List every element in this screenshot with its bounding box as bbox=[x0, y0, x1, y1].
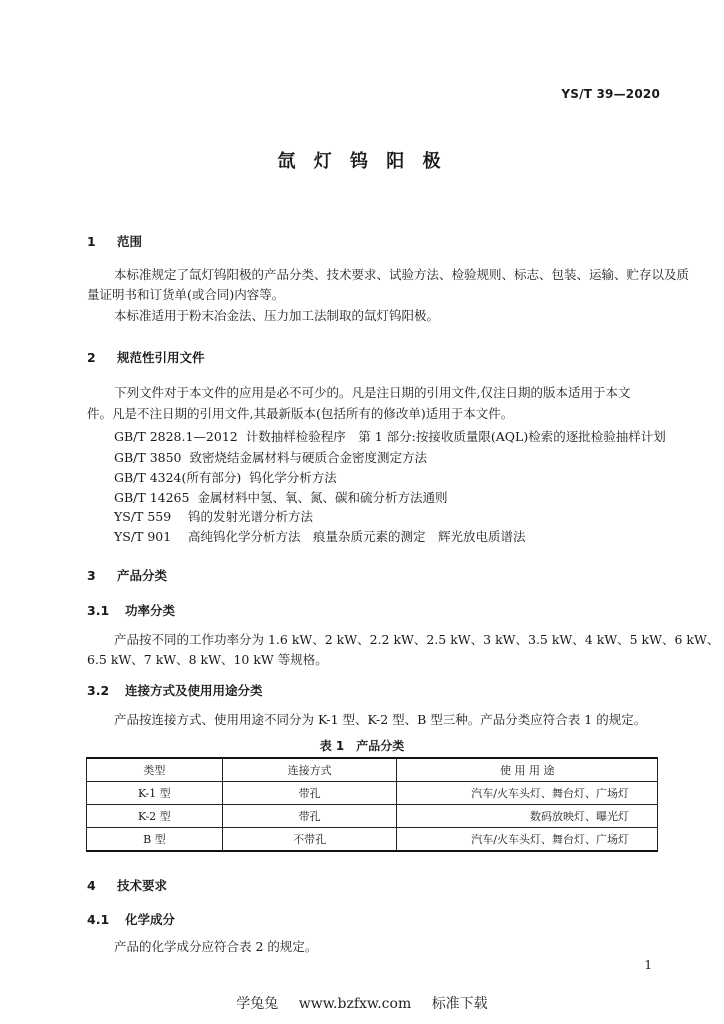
reference-item bbox=[114, 448, 427, 466]
cell-usage: 数码放映灯、曝光灯 bbox=[397, 805, 658, 828]
cell-type: K-1 型 bbox=[87, 782, 223, 805]
table-row bbox=[87, 805, 658, 828]
page-number: 1 bbox=[644, 958, 652, 972]
cell-usage: 汽车/火车头灯、舞台灯、广场灯 bbox=[397, 828, 658, 852]
cell-type: B 型 bbox=[87, 828, 223, 852]
section-1-para-2: 本标准适用于粉末冶金法、压力加工法制取的氙灯钨阳极。 bbox=[114, 308, 440, 323]
section-2-intro-line-1: 下列文件对于本文件的应用是必不可少的。凡是注日期的引用文件,仅注日期的版本适用于本文 bbox=[114, 385, 631, 400]
cell-connection: 不带孔 bbox=[222, 828, 397, 852]
reference-title: 钨的发射光谱分析方法 bbox=[188, 509, 314, 524]
document-title: 氙 灯 钨 阳 极 bbox=[277, 151, 447, 172]
cell-type: K-2 型 bbox=[87, 805, 223, 828]
reference-code: GB/T 2828.1—2012 bbox=[114, 429, 238, 444]
section-number: 3.2 bbox=[87, 683, 110, 698]
section-3-1-line-1: 产品按不同的工作功率分为 1.6 kW、2 kW、2.2 kW、2.5 kW、3 kW、3.5 kW、4 kW、5 kW、6 kW、 bbox=[114, 632, 720, 647]
cell-connection: 带孔 bbox=[222, 805, 397, 828]
reference-item bbox=[114, 507, 313, 525]
section-1-para-1-line-2: 量证明书和订货单(或合同)内容等。 bbox=[87, 287, 285, 302]
section-title: 功率分类 bbox=[125, 603, 176, 618]
section-number: 4.1 bbox=[87, 912, 110, 927]
section-3-1-line-2: 6.5 kW、7 kW、8 kW、10 kW 等规格。 bbox=[87, 652, 328, 667]
section-3-2-heading bbox=[87, 681, 263, 699]
section-title: 产品分类 bbox=[117, 568, 168, 583]
table-row bbox=[87, 782, 658, 805]
section-number: 2 bbox=[87, 350, 96, 365]
reference-title: 致密烧结金属材料与硬质合金密度测定方法 bbox=[189, 450, 428, 465]
column-header-type: 类型 bbox=[87, 758, 223, 782]
section-2-intro-line-2: 件。凡是不注日期的引用文件,其最新版本(包括所有的修改单)适用于本文件。 bbox=[87, 406, 514, 421]
reference-code: YS/T 559 bbox=[114, 509, 172, 524]
section-number: 3.1 bbox=[87, 603, 110, 618]
section-title: 技术要求 bbox=[117, 878, 168, 893]
section-1-para-1-line-1: 本标准规定了氙灯钨阳极的产品分类、技术要求、试验方法、检验规则、标志、包装、运输、贮存以及质 bbox=[114, 267, 690, 282]
reference-code: GB/T 4324(所有部分) bbox=[114, 470, 242, 485]
section-4-1-heading bbox=[87, 910, 175, 928]
table-row bbox=[87, 828, 658, 852]
reference-item bbox=[114, 468, 337, 486]
watermark-site-name: 学兔兔 bbox=[236, 996, 279, 1012]
reference-item bbox=[114, 488, 447, 506]
section-title: 连接方式及使用用途分类 bbox=[125, 683, 263, 698]
reference-title: 钨化学分析方法 bbox=[249, 470, 337, 485]
site-watermark bbox=[0, 993, 724, 1013]
section-title: 范围 bbox=[117, 234, 143, 249]
section-title: 化学成分 bbox=[125, 912, 176, 927]
watermark-tagline: 标准下载 bbox=[431, 996, 488, 1012]
section-2-heading bbox=[87, 348, 205, 366]
column-header-usage: 使 用 用 途 bbox=[397, 758, 658, 782]
cell-connection: 带孔 bbox=[222, 782, 397, 805]
table-header-row bbox=[87, 758, 658, 782]
standard-code: YS/T 39—2020 bbox=[561, 87, 660, 101]
section-number: 4 bbox=[87, 878, 96, 893]
section-3-2-text: 产品按连接方式、使用用途不同分为 K-1 型、K-2 型、B 型三种。产品分类应符合表 1 的规定。 bbox=[114, 712, 647, 727]
section-4-1-text: 产品的化学成分应符合表 2 的规定。 bbox=[114, 939, 318, 954]
reference-title: 金属材料中氢、氧、氮、碳和硫分析方法通则 bbox=[197, 490, 448, 505]
cell-usage: 汽车/火车头灯、舞台灯、广场灯 bbox=[397, 782, 658, 805]
section-3-1-heading bbox=[87, 601, 175, 619]
section-number: 3 bbox=[87, 568, 96, 583]
reference-code: YS/T 901 bbox=[114, 529, 172, 544]
section-3-heading bbox=[87, 566, 167, 584]
reference-item bbox=[114, 427, 666, 445]
reference-title: 计数抽样检验程序 第 1 部分:按接收质量限(AQL)检索的逐批检验抽样计划 bbox=[245, 429, 666, 444]
section-4-heading bbox=[87, 876, 167, 894]
reference-code: GB/T 14265 bbox=[114, 490, 190, 505]
column-header-connection: 连接方式 bbox=[222, 758, 397, 782]
product-classification-table bbox=[86, 757, 658, 852]
section-title: 规范性引用文件 bbox=[117, 350, 205, 365]
reference-code: GB/T 3850 bbox=[114, 450, 182, 465]
table-1-caption: 表 1 产品分类 bbox=[319, 739, 405, 753]
section-number: 1 bbox=[87, 234, 96, 249]
section-1-heading bbox=[87, 232, 142, 250]
reference-title: 高纯钨化学分析方法 痕量杂质元素的测定 辉光放电质谱法 bbox=[188, 529, 526, 544]
reference-item bbox=[114, 527, 526, 545]
watermark-url: www.bzfxw.com bbox=[298, 996, 412, 1012]
